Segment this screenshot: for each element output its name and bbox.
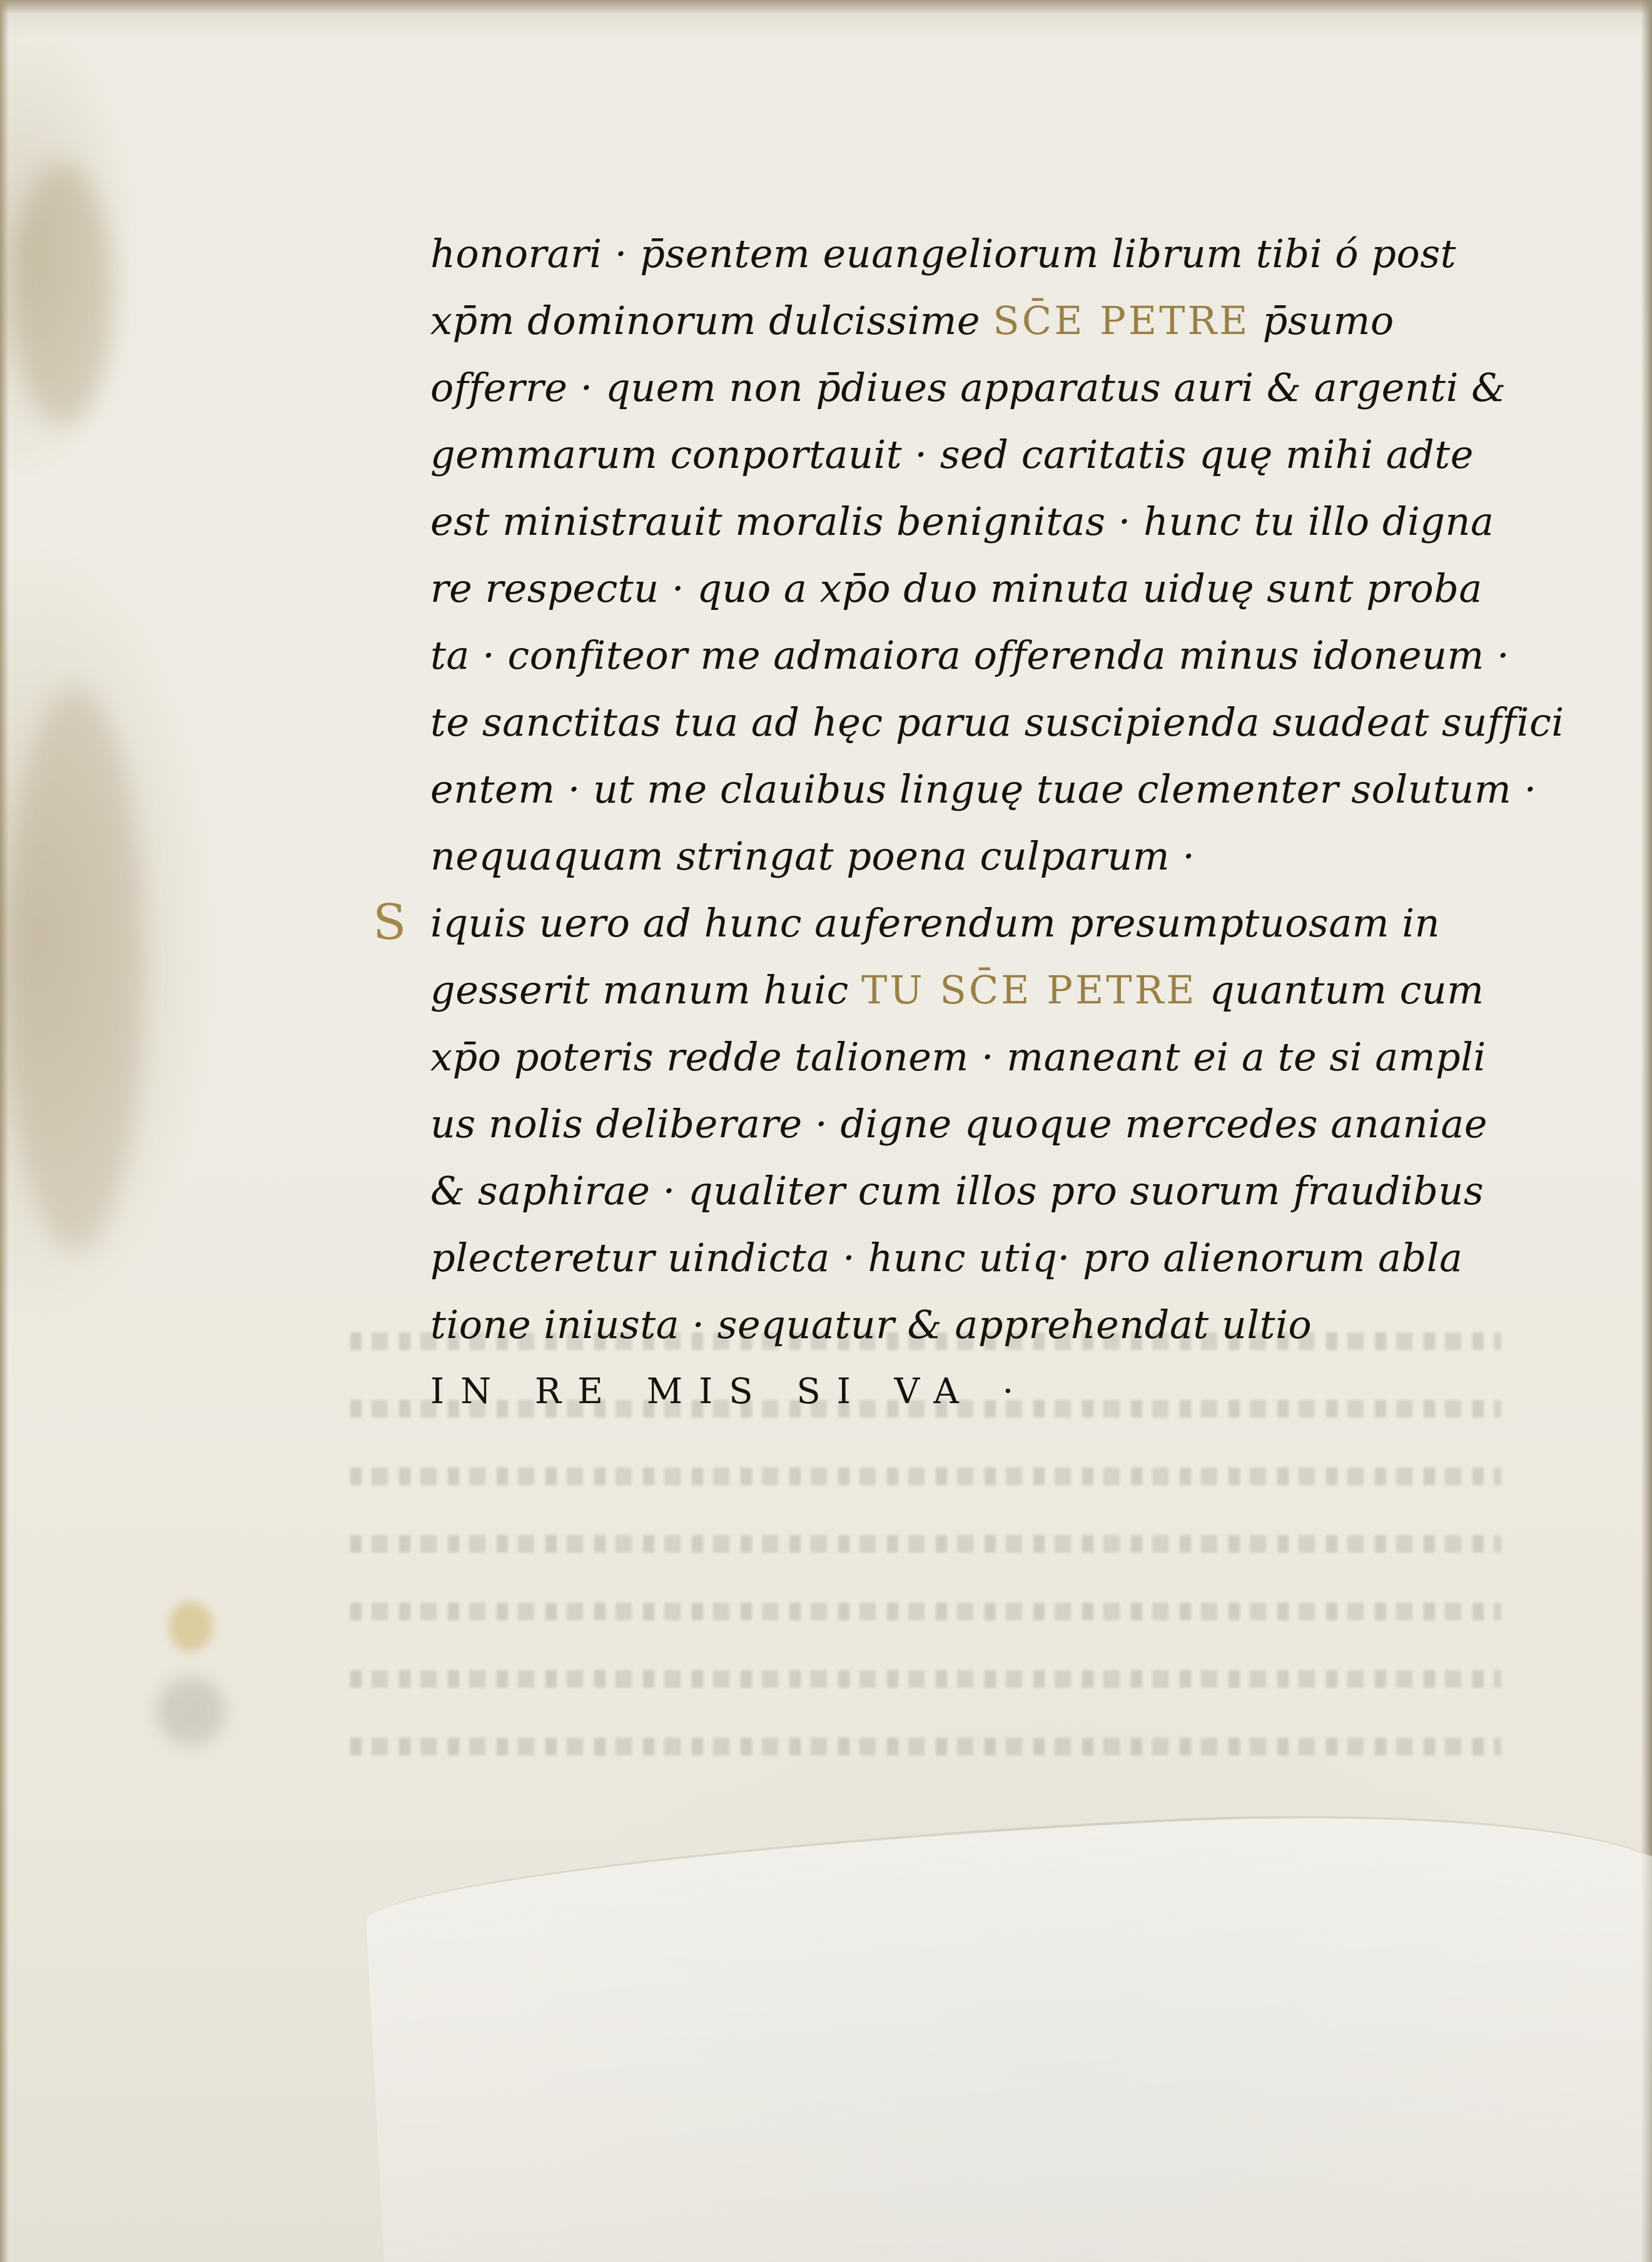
text-line: entem · ut me clauibus linguę tuae clementer solutum ·: [430, 766, 1537, 812]
text-line: gemmarum conportauit · sed caritatis quę mihi adte: [430, 432, 1474, 477]
text-line: S iquis uero ad hunc auferendum presumptuosam in: [430, 890, 1531, 956]
text-line: xp̄o poteris redde talionem · maneant ei a te si ampli: [430, 1034, 1486, 1080]
text-line: ta · confiteor me admaiora offerenda minus idoneum ·: [430, 632, 1510, 678]
text-line: re respectu · quo a xp̄o duo minuta uiduę sunt proba: [430, 566, 1482, 611]
folio-top-edge: [0, 0, 1652, 14]
text-line: te sanctitas tua ad hęc parua suscipienda suadeat suffici: [430, 699, 1564, 745]
text-line: tione iniusta · sequatur & apprehendat ultio: [430, 1302, 1312, 1347]
decorated-initial: S: [373, 895, 407, 951]
text-line: est ministrauit moralis benignitas · hunc tu illo digna: [430, 499, 1494, 544]
folio-left-edge: [0, 0, 9, 2262]
text-line: honorari · p̄sentem euangeliorum librum tibi ó post: [430, 231, 1457, 276]
gold-spot: [169, 1601, 213, 1651]
explicit-line: IN RE MIS SI VA ·: [430, 1371, 1030, 1412]
text-line: nequaquam stringat poena culparum ·: [430, 833, 1195, 879]
text-line: & saphirae · qualiter cum illos pro suorum fraudibus: [430, 1168, 1484, 1214]
gold-rubric: SC̄E PETRE: [993, 298, 1250, 343]
text-line: xp̄m dominorum dulcissime SC̄E PETRE p̄sumo: [430, 298, 1394, 343]
text-line: plecteretur uindicta · hunc utiq· pro alienorum abla: [430, 1235, 1463, 1281]
water-damage-area: [363, 1793, 1652, 2262]
dirt-spot: [156, 1676, 225, 1745]
water-stain: [13, 163, 113, 425]
text-line: offerre · quem non p̄diues apparatus auri & argenti &: [430, 365, 1506, 410]
text-line: us nolis deliberare · digne quoque mercedes ananiae: [430, 1101, 1488, 1147]
water-stain: [6, 688, 144, 1251]
manuscript-text: [373, 220, 1564, 1425]
text-line: gesserit manum huic TU SC̄E PETRE quantum cum: [430, 967, 1484, 1013]
gold-rubric: TU SC̄E PETRE: [861, 967, 1197, 1013]
